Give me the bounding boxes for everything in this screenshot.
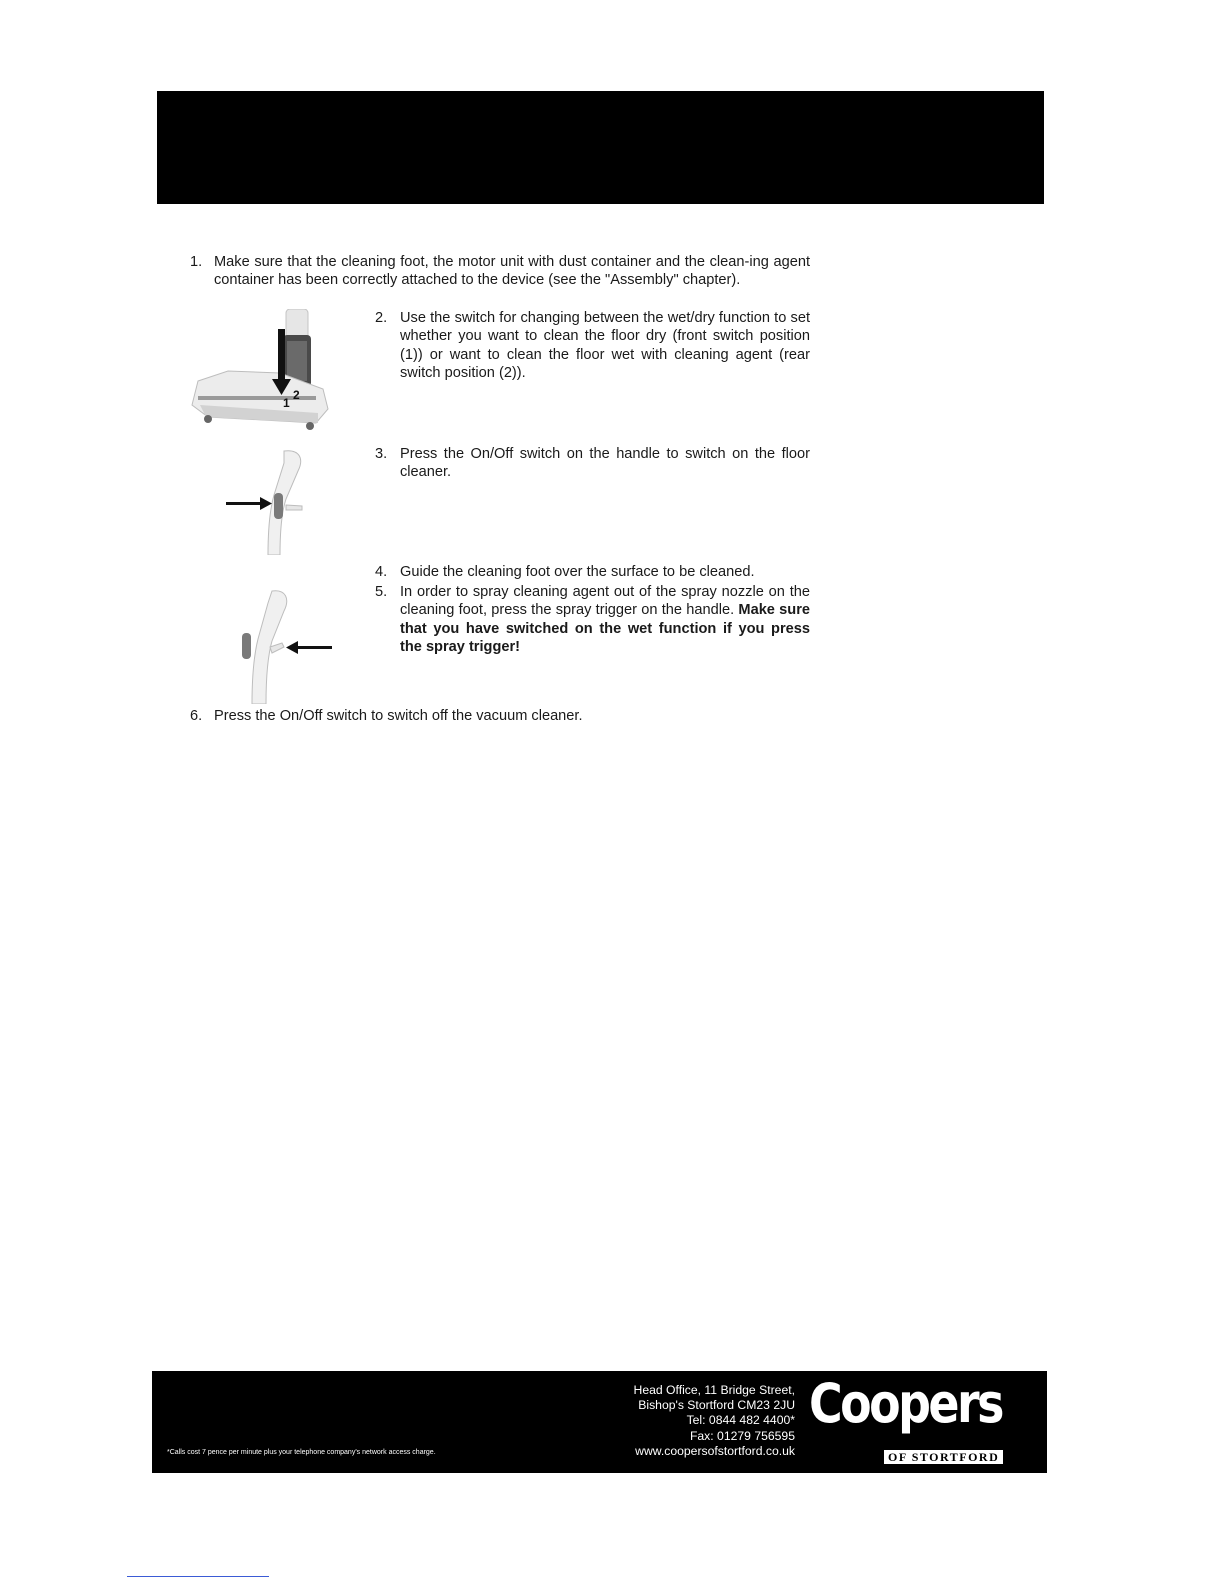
instruction-number: 3. — [375, 446, 388, 462]
instruction-number: 5. — [375, 584, 388, 600]
address-phone: Tel: 0844 482 4400* — [686, 1413, 795, 1428]
handle-spray-trigger-illustration — [230, 589, 340, 704]
instruction-text-block — [400, 583, 810, 656]
instruction-text: Guide the cleaning foot over the surface to be cleaned. — [400, 564, 755, 580]
footer-call-cost-note: *Calls cost 7 pence per minute plus your telephone company's network access charge. — [167, 1449, 436, 1456]
coopers-logo-subtitle: OF STORTFORD — [884, 1450, 1003, 1464]
coopers-logo: Coopers — [809, 1372, 1002, 1435]
cleaning-foot-illustration — [188, 309, 338, 437]
handle-onoff-illustration — [222, 449, 332, 555]
instruction-text: Use the switch for changing between the wet/dry function to set whether you want to clean the floor dry (front switch position (1)) or want to clean the floor wet with cleaning agent (rear switch position (2)). — [400, 310, 810, 381]
instruction-text: Press the On/Off switch on the handle to switch on the floor cleaner. — [400, 446, 810, 481]
header-bar — [157, 91, 1044, 204]
footer-address — [634, 1383, 795, 1459]
instruction-number: 4. — [375, 564, 388, 580]
instruction-text: Make sure that the cleaning foot, the motor unit with dust container and the clean-ing agent container has been correctly attached to the device (see the "Assembly" chapter). — [214, 254, 810, 289]
address-line: Head Office, 11 Bridge Street, — [633, 1383, 795, 1397]
instruction-warning: Make sure that you have switched on the wet function if you press the spray trigger! — [400, 602, 811, 655]
link-underline[interactable] — [127, 1576, 269, 1577]
switch-position-2-label: 2 — [293, 388, 300, 402]
instruction-number: 2. — [375, 310, 388, 326]
instruction-text: Press the On/Off switch to switch off the vacuum cleaner. — [214, 708, 583, 724]
switch-position-1-label: 1 — [283, 396, 290, 410]
address-line: Bishop's Stortford CM23 2JU — [638, 1398, 795, 1413]
instruction-text: In order to spray cleaning agent out of the spray nozzle on the cleaning foot, press the spray trigger on the handle. — [400, 584, 810, 619]
instruction-number: 1. — [190, 254, 203, 270]
address-website: www.coopersofstortford.co.uk — [635, 1443, 795, 1458]
footer-bar — [152, 1371, 1047, 1473]
address-fax: Fax: 01279 756595 — [689, 1428, 795, 1443]
instruction-number: 6. — [190, 708, 203, 724]
